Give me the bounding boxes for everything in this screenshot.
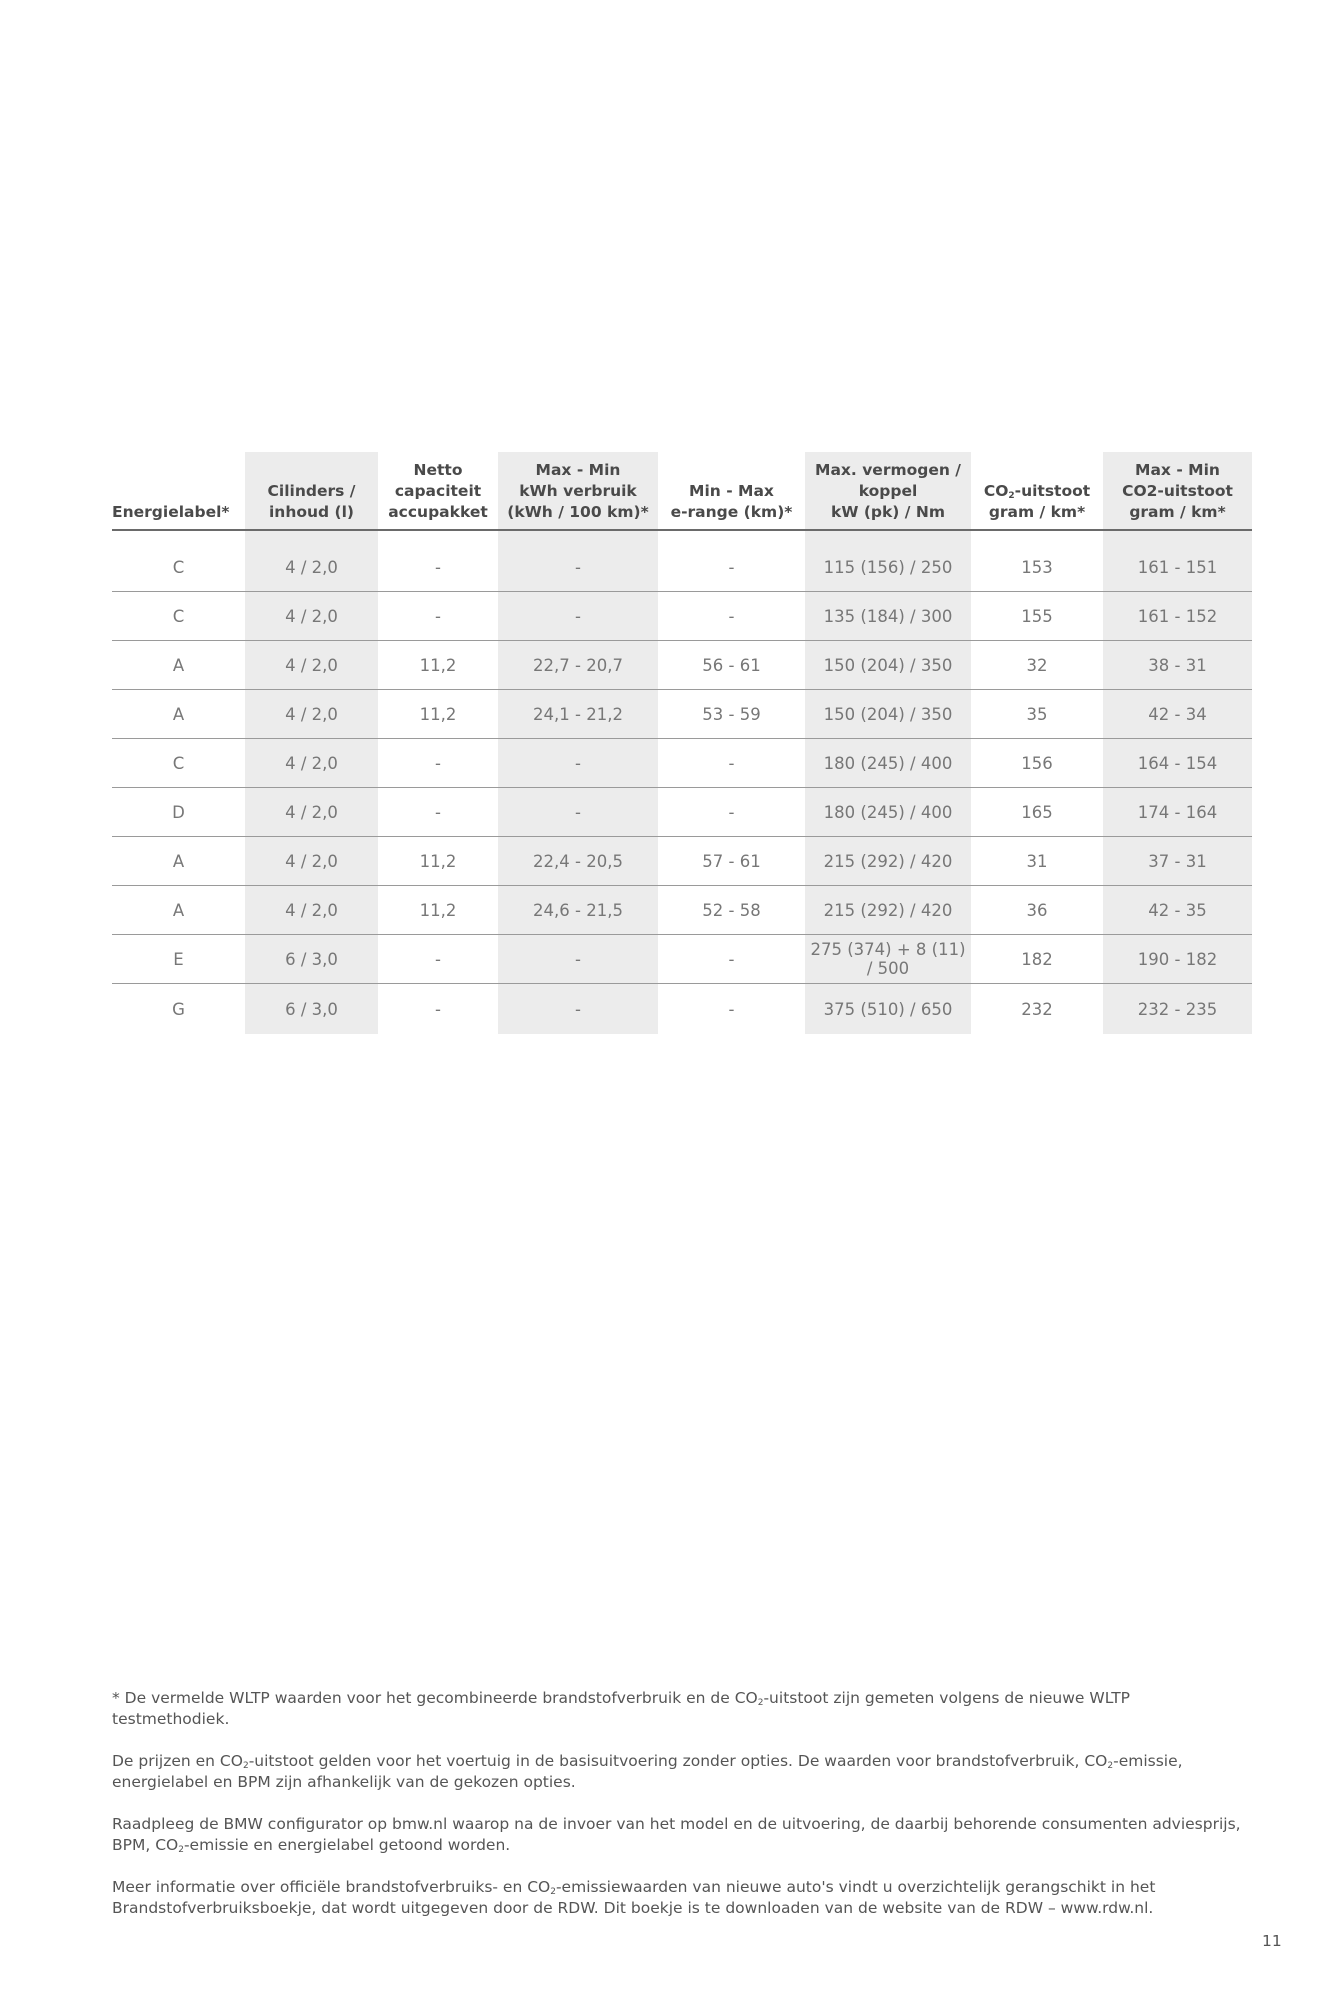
- cell-co2-range: 161 - 152: [1103, 592, 1252, 641]
- footnote-rdw: Meer informatie over officiële brandstofverbruiks- en $CO_2$-emissiewaarden van nieuwe auto's vindt u overzichtelijk gerangschikt in het Brandstofverbruiksboekje, dat wordt uitgegeven door de RDW. Dit boekje is te downloaden van de website van de RDW – www.rdw.nl.: [112, 1878, 1156, 1917]
- header-co2-uitstoot: $CO_2$-uitstoot gram / km*: [971, 452, 1103, 530]
- cell-vermogen: 135 (184) / 300: [805, 592, 971, 641]
- cell-co2: 165: [971, 788, 1103, 837]
- table-row: [112, 935, 1252, 984]
- cell-netto: -: [378, 592, 498, 641]
- cell-netto: -: [378, 788, 498, 837]
- header-netto-capaciteit: Netto capaciteit accupakket: [378, 452, 498, 530]
- cell-kwh: -: [498, 788, 658, 837]
- cell-vermogen: 115 (156) / 250: [805, 543, 971, 592]
- cell-vermogen-line: / 500: [866, 959, 910, 978]
- cell-energielabel: G: [172, 999, 185, 1019]
- cell-energielabel: C: [112, 592, 245, 641]
- table-row: [112, 837, 1252, 886]
- cell-co2: 156: [971, 739, 1103, 788]
- cell-co2-range: 37 - 31: [1103, 837, 1252, 886]
- cell-co2-range: 161 - 151: [1103, 543, 1252, 592]
- table-row: [112, 984, 1252, 1035]
- cell-kwh: -: [498, 739, 658, 788]
- table-row: [112, 641, 1252, 690]
- cell-energielabel: A: [112, 641, 245, 690]
- cell-erange: 57 - 61: [658, 837, 805, 886]
- cell-kwh: 24,1 - 21,2: [498, 690, 658, 739]
- cell-co2-range: 232 - 235: [1103, 984, 1252, 1035]
- cell-netto: 11,2: [378, 690, 498, 739]
- cell-co2-range: 42 - 34: [1103, 690, 1252, 739]
- table-row: [112, 739, 1252, 788]
- cell-cilinders: 4 / 2,0: [245, 592, 378, 641]
- cell-energielabel: A: [112, 837, 245, 886]
- cell-co2: 232: [1021, 999, 1053, 1019]
- cell-cilinders: 4 / 2,0: [245, 837, 378, 886]
- cell-netto: -: [378, 935, 498, 984]
- cell-erange: -: [728, 999, 735, 1019]
- cell-kwh: 22,4 - 20,5: [498, 837, 658, 886]
- cell-vermogen: 215 (292) / 420: [805, 886, 971, 935]
- cell-netto: -: [378, 543, 498, 592]
- cell-energielabel: D: [112, 788, 245, 837]
- cell-kwh: -: [498, 935, 658, 984]
- cell-erange: -: [658, 935, 805, 984]
- header-vermogen: Max. vermogen / koppel kW (pk) / Nm: [805, 452, 971, 530]
- table-row: [112, 788, 1252, 837]
- cell-erange: -: [658, 543, 805, 592]
- cell-co2-range: 42 - 35: [1103, 886, 1252, 935]
- cell-cilinders: 4 / 2,0: [245, 543, 378, 592]
- cell-energielabel: C: [112, 543, 245, 592]
- cell-kwh: -: [498, 984, 658, 1035]
- cell-netto: -: [378, 739, 498, 788]
- cell-energielabel: A: [112, 886, 245, 935]
- cell-vermogen: [805, 935, 971, 984]
- header-cilinders: Cilinders / inhoud (l): [245, 452, 378, 530]
- page-number: 11: [1262, 1932, 1282, 1950]
- header-e-range: Min - Max e-range (km)*: [658, 452, 805, 530]
- cell-erange: 52 - 58: [658, 886, 805, 935]
- cell-netto: -: [435, 999, 441, 1019]
- cell-vermogen: 215 (292) / 420: [805, 837, 971, 886]
- cell-co2: 31: [971, 837, 1103, 886]
- cell-vermogen: 180 (245) / 400: [805, 788, 971, 837]
- cell-netto: 11,2: [378, 837, 498, 886]
- cell-erange: -: [658, 739, 805, 788]
- cell-erange: -: [658, 788, 805, 837]
- cell-cilinders: 6 / 3,0: [245, 984, 378, 1035]
- footnote-prijzen: De prijzen en $CO_2$-uitstoot gelden voor het voertuig in de basisuitvoering zonder opties. De waarden voor brandstofverbruik, $CO_2$-emissie, energielabel en BPM zijn afhankelijk van de gekozen opties.: [112, 1752, 1183, 1791]
- header-co2-range: Max - Min CO2-uitstoot gram / km*: [1103, 452, 1252, 530]
- cell-vermogen: 150 (204) / 350: [805, 641, 971, 690]
- cell-co2: 32: [971, 641, 1103, 690]
- table-row: [112, 543, 1252, 592]
- footnote-configurator: Raadpleeg de BMW configurator op bmw.nl waarop na de invoer van het model en de uitvoering, de daarbij behorende consumenten adviesprijs, BPM, $CO_2$-emissie en energielabel getoond worden.: [112, 1815, 1241, 1855]
- cell-cilinders: 4 / 2,0: [245, 641, 378, 690]
- cell-co2-range: 174 - 164: [1103, 788, 1252, 837]
- cell-co2: 36: [971, 886, 1103, 935]
- cell-cilinders: 4 / 2,0: [245, 788, 378, 837]
- cell-energielabel: C: [112, 739, 245, 788]
- cell-cilinders: 4 / 2,0: [245, 739, 378, 788]
- cell-vermogen: 150 (204) / 350: [805, 690, 971, 739]
- cell-co2: 35: [971, 690, 1103, 739]
- cell-cilinders: 4 / 2,0: [245, 886, 378, 935]
- cell-co2-range: 38 - 31: [1103, 641, 1252, 690]
- cell-netto: 11,2: [378, 641, 498, 690]
- table-header-row: [112, 452, 1252, 530]
- cell-kwh: -: [498, 592, 658, 641]
- table-row: [112, 592, 1252, 641]
- cell-netto: 11,2: [378, 886, 498, 935]
- cell-co2: 155: [971, 592, 1103, 641]
- header-energielabel: Energielabel*: [112, 452, 245, 530]
- specifications-table: [112, 452, 1252, 1034]
- cell-kwh: 22,7 - 20,7: [498, 641, 658, 690]
- cell-kwh: 24,6 - 21,5: [498, 886, 658, 935]
- footnotes: [112, 1688, 1242, 1940]
- footnote-wltp: * De vermelde WLTP waarden voor het gecombineerde brandstofverbruik en de $CO_2$-uitstoot zijn gemeten volgens de nieuwe WLTP testmethodiek.: [112, 1689, 1131, 1728]
- cell-vermogen-line: 275 (374) + 8 (11): [810, 940, 966, 959]
- cell-co2: 153: [971, 543, 1103, 592]
- cell-kwh: -: [498, 543, 658, 592]
- table-row: [112, 690, 1252, 739]
- cell-erange: 53 - 59: [658, 690, 805, 739]
- cell-vermogen: 180 (245) / 400: [805, 739, 971, 788]
- header-kwh-verbruik: Max - Min kWh verbruik (kWh / 100 km)*: [498, 452, 658, 530]
- table-row: [112, 886, 1252, 935]
- cell-energielabel: E: [112, 935, 245, 984]
- cell-cilinders: 6 / 3,0: [245, 935, 378, 984]
- cell-erange: 56 - 61: [658, 641, 805, 690]
- cell-co2-range: 190 - 182: [1103, 935, 1252, 984]
- cell-co2-range: 164 - 154: [1103, 739, 1252, 788]
- cell-cilinders: 4 / 2,0: [245, 690, 378, 739]
- cell-vermogen: 375 (510) / 650: [805, 984, 971, 1035]
- cell-energielabel: A: [112, 690, 245, 739]
- cell-co2: 182: [971, 935, 1103, 984]
- cell-erange: -: [658, 592, 805, 641]
- table-spacer: [112, 530, 1252, 543]
